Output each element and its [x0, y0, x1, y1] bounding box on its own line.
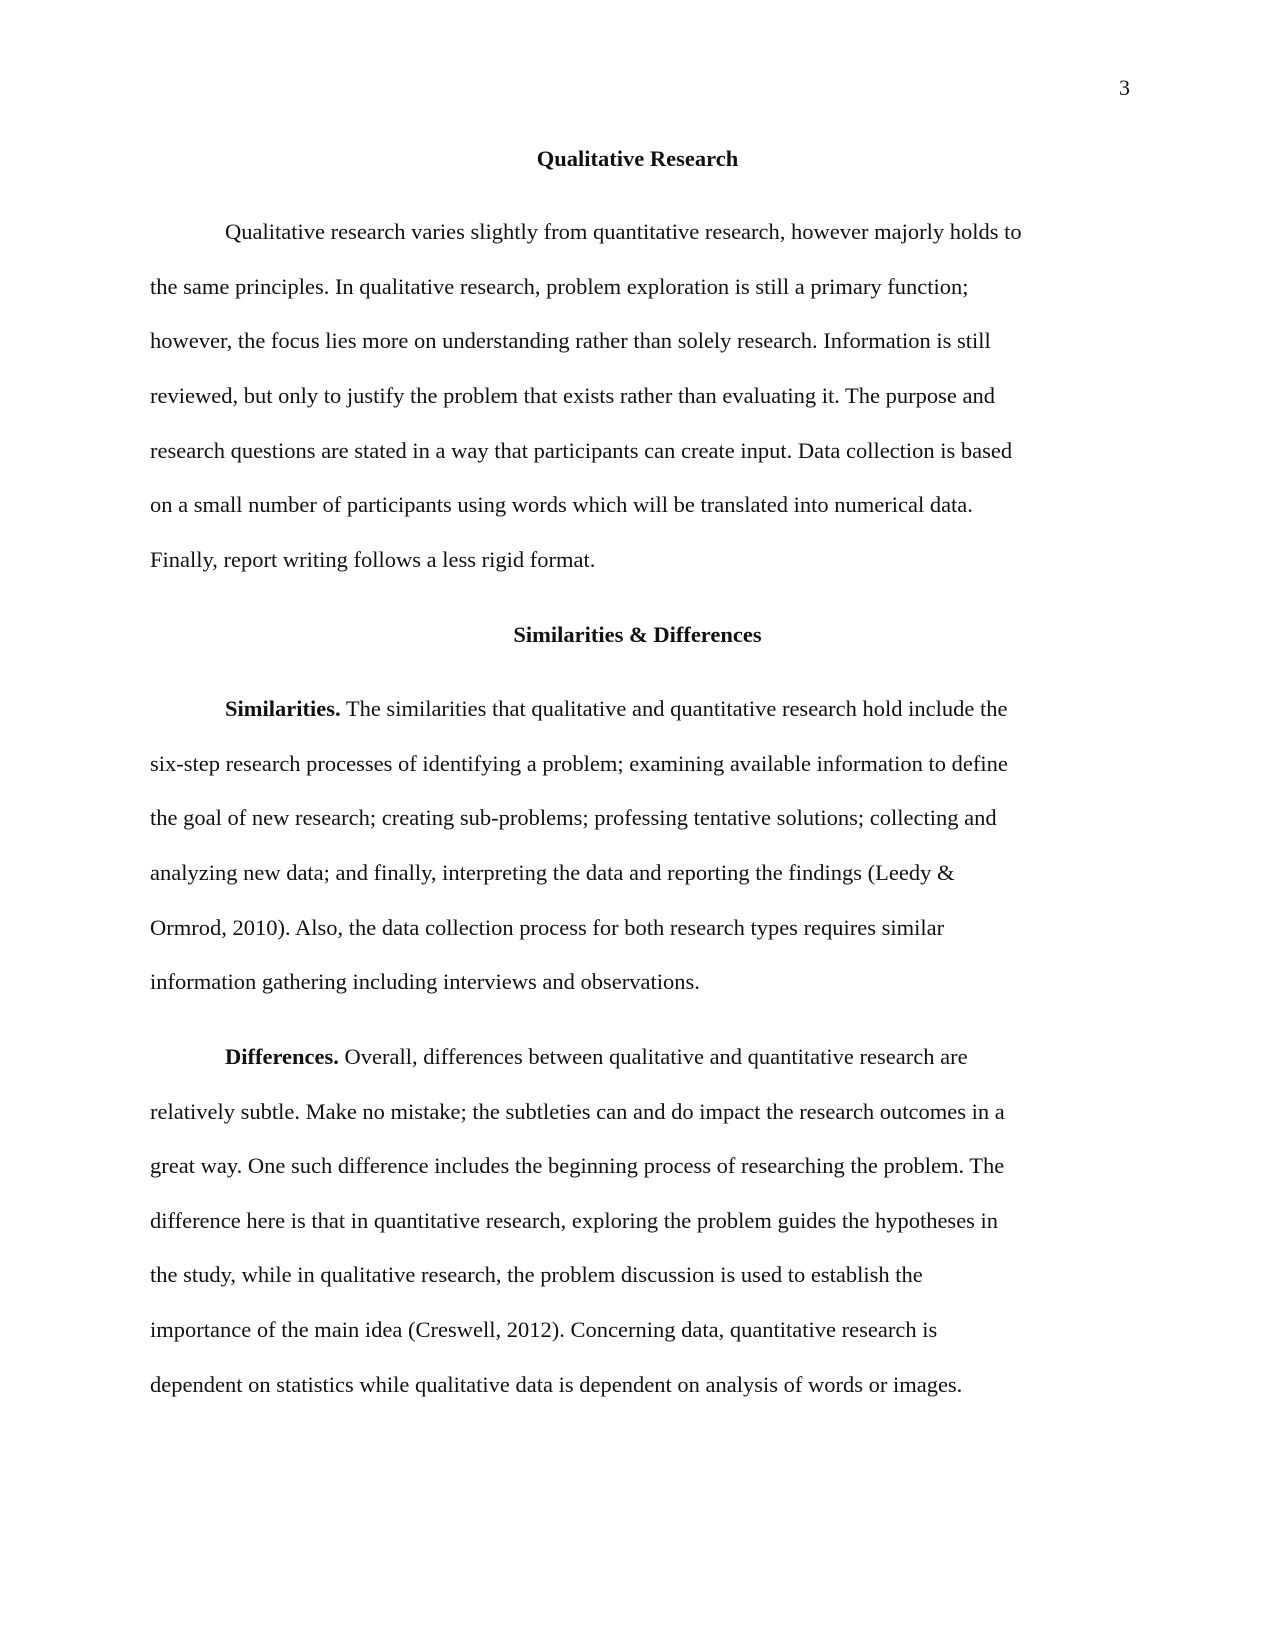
paragraph-line: the goal of new research; creating sub-problems; professing tentative solutions; collecting and — [150, 805, 997, 830]
paragraph-line: relatively subtle. Make no mistake; the subtleties can and do impact the research outcomes in a — [150, 1099, 1005, 1124]
paragraph-line: the same principles. In qualitative research, problem exploration is still a primary function; — [150, 274, 969, 299]
paragraph-line: importance of the main idea (Creswell, 2012). Concerning data, quantitative research is — [150, 1317, 938, 1342]
paragraph-line: difference here is that in quantitative research, exploring the problem guides the hypotheses in — [150, 1208, 999, 1233]
paragraph-text: The similarities that qualitative and quantitative research hold include the — [340, 696, 1008, 721]
paragraph-line: the study, while in qualitative research, the problem discussion is used to establish the — [150, 1262, 923, 1287]
paragraph-line: analyzing new data; and finally, interpreting the data and reporting the findings (Leedy & — [150, 860, 955, 885]
page-number: 3 — [1119, 75, 1130, 100]
section-heading-qualitative-research: Qualitative Research — [536, 146, 739, 171]
paragraph-line — [225, 694, 1007, 724]
run-in-heading-similarities: Similarities. — [225, 696, 341, 721]
paragraph-line: however, the focus lies more on understanding rather than solely research. Information is still — [150, 328, 991, 353]
paragraph-text: Overall, differences between qualitative and quantitative research are — [338, 1044, 968, 1069]
paragraph-line: Finally, report writing follows a less rigid format. — [150, 547, 596, 572]
paragraph-line: on a small number of participants using words which will be translated into numerical data. — [150, 492, 973, 517]
paragraph-line: dependent on statistics while qualitative data is dependent on analysis of words or images. — [150, 1372, 963, 1397]
paragraph-line: research questions are stated in a way that participants can create input. Data collection is based — [150, 438, 1013, 463]
paragraph-line — [225, 1042, 968, 1072]
paragraph-line: great way. One such difference includes the beginning process of researching the problem. The — [150, 1153, 1005, 1178]
run-in-heading-differences: Differences. — [225, 1044, 339, 1069]
paragraph-line: Ormrod, 2010). Also, the data collection process for both research types requires similar — [150, 915, 945, 940]
section-heading-similarities-differences: Similarities & Differences — [513, 622, 762, 647]
paragraph-line: reviewed, but only to justify the problem that exists rather than evaluating it. The purpose and — [150, 383, 996, 408]
paragraph-line: information gathering including interviews and observations. — [150, 969, 700, 994]
paragraph-line: Qualitative research varies slightly from quantitative research, however majorly holds to — [225, 219, 1022, 244]
paragraph-line: six-step research processes of identifying a problem; examining available information to define — [150, 751, 1008, 776]
